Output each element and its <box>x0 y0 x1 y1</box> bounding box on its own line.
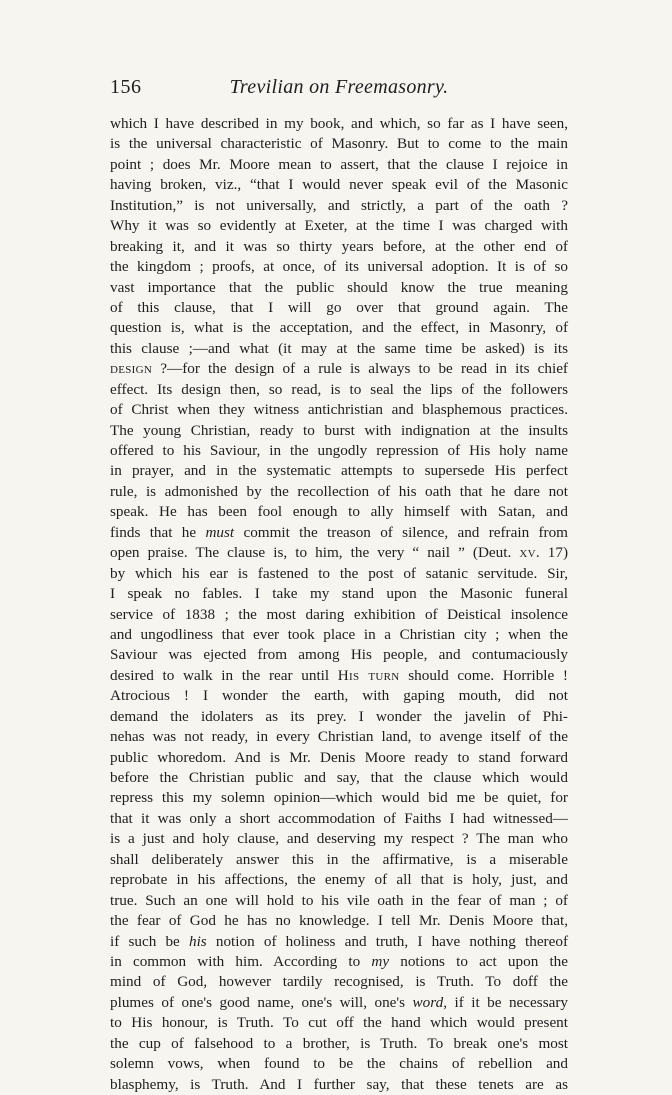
text-line <box>110 891 568 911</box>
text-line <box>110 870 568 890</box>
text-line <box>110 625 568 645</box>
text-segment: word <box>412 993 444 1011</box>
text-segment: the cup of falsehood to a brother, is Truth. To break one's most <box>110 1034 568 1052</box>
text-line <box>110 237 568 257</box>
text-line <box>110 727 568 747</box>
text-segment: my <box>371 952 390 970</box>
text-segment: point ; does Mr. Moore mean to assert, that the clause I rejoice in <box>110 155 568 173</box>
text-segment: must <box>205 523 235 541</box>
text-line <box>110 278 568 298</box>
text-line <box>110 1075 568 1095</box>
text-segment: His turn <box>337 666 400 684</box>
text-line <box>110 1034 568 1054</box>
text-segment: . 17) <box>535 544 569 562</box>
text-line <box>110 829 568 849</box>
text-segment: , if it be necessary <box>443 993 568 1011</box>
text-segment: in common with him. According to <box>110 952 372 970</box>
text-line <box>110 216 568 236</box>
text-segment: his <box>188 932 207 950</box>
text-segment: to His honour, is Truth. To cut off the hand which would present <box>110 1014 568 1032</box>
text-line <box>110 686 568 706</box>
text-segment: in prayer, and in the systematic attempts to supersede His perfect <box>110 462 568 480</box>
text-line <box>110 564 568 584</box>
text-line <box>110 257 568 277</box>
text-segment: demand the idolaters as its prey. I wonder the javelin of Phi- <box>110 707 568 725</box>
text-line <box>110 543 568 563</box>
text-line <box>110 666 568 686</box>
text-line <box>110 809 568 829</box>
text-segment: solemn vows, when found to be the chains of rebellion and <box>110 1055 568 1073</box>
text-line <box>110 155 568 175</box>
text-line <box>110 645 568 665</box>
text-line <box>110 196 568 216</box>
text-segment: I speak no fables. I take my stand upon the Masonic funeral <box>110 585 568 603</box>
text-segment: question is, what is the acceptation, and the effect, in Masonry, of <box>110 319 568 337</box>
text-segment: of Christ when they witness antichristian and blasphemous practices. <box>110 401 568 419</box>
text-segment: that it was only a short accommodation of Faiths I had witnessed— <box>110 809 568 827</box>
text-segment: plumes of one's good name, one's will, one's <box>110 993 413 1011</box>
body-text <box>110 114 568 1095</box>
text-line <box>110 441 568 461</box>
text-segment: true. Such an one will hold to his vile oath in the fear of man ; of <box>110 891 568 909</box>
text-line <box>110 421 568 441</box>
text-line <box>110 339 568 359</box>
text-segment: and ungodliness that ever took place in a Christian city ; when the <box>110 625 568 643</box>
text-line <box>110 380 568 400</box>
text-line <box>110 318 568 338</box>
text-segment: xv <box>519 544 536 562</box>
text-line <box>110 461 568 481</box>
text-segment: blasphemy, is Truth. And I further say, that these tenets are as <box>110 1075 568 1093</box>
text-segment: rule, is admonished by the recollection of his oath that he dare not <box>110 482 568 500</box>
text-line <box>110 605 568 625</box>
text-line <box>110 175 568 195</box>
running-title: Trevilian on Freemasonry. <box>229 76 449 98</box>
text-line <box>110 850 568 870</box>
text-line <box>110 1013 568 1033</box>
text-line <box>110 400 568 420</box>
text-segment: commit the treason of silence, and refrain from <box>234 523 568 541</box>
text-segment: the kingdom ; proofs, at once, of its universal adoption. It is of so <box>110 258 568 276</box>
text-segment: notion of holiness and truth, I have nothing thereof <box>206 932 569 950</box>
text-segment: Saviour was ejected from among His people, and contumaciously <box>110 646 568 664</box>
text-line <box>110 768 568 788</box>
text-segment: service of 1838 ; the most daring exhibition of Deistical insolence <box>110 605 568 623</box>
text-line <box>110 911 568 931</box>
text-segment: repress this my solemn opinion—which would bid me be quiet, for <box>110 789 568 807</box>
text-line <box>110 523 568 543</box>
text-line <box>110 134 568 154</box>
text-segment: finds that he <box>110 523 206 541</box>
text-segment: design <box>110 360 153 378</box>
text-segment: Why it was so evidently at Exeter, at the time I was charged with <box>110 217 568 235</box>
text-line <box>110 748 568 768</box>
text-segment: Atrocious ! I wonder the earth, with gaping mouth, did not <box>110 687 568 705</box>
text-line <box>110 114 568 134</box>
text-segment: before the Christian public and say, that the clause which would <box>110 769 568 786</box>
text-segment: breaking it, and it was so thirty years before, at the other end of <box>110 237 568 255</box>
text-segment: public whoredom. And is Mr. Denis Moore ready to stand forward <box>110 748 568 766</box>
text-segment: desired to walk in the rear until <box>110 666 338 684</box>
text-segment: reprobate in his affections, the enemy of all that is holy, just, and <box>110 871 568 889</box>
text-line <box>110 788 568 808</box>
text-segment: the fear of God he has no knowledge. I tell Mr. Denis Moore that, <box>110 912 568 930</box>
text-segment: ?—for the design of a rule is always to be read in its chief <box>152 360 568 378</box>
text-line <box>110 993 568 1013</box>
text-segment: mind of God, however tardily recognised, is Truth. To doff the <box>110 973 568 991</box>
text-segment: of this clause, that I will go over that ground again. The <box>110 298 568 316</box>
text-segment: should come. Horrible ! <box>399 666 568 684</box>
text-segment: this clause ;—and what (it may at the same time be asked) is its <box>110 339 568 357</box>
text-segment: The young Christian, ready to burst with indignation at the insults <box>110 421 568 439</box>
text-line <box>110 707 568 727</box>
text-segment: is the universal characteristic of Masonry. But to come to the main <box>110 135 568 153</box>
text-segment: nehas was not ready, in every Christian land, to avenge itself of the <box>110 728 568 746</box>
page-header <box>110 76 568 108</box>
text-line <box>110 502 568 522</box>
page-number: 156 <box>110 76 142 98</box>
text-line <box>110 1054 568 1074</box>
text-segment: by which his ear is fastened to the post of satanic servitude. Sir, <box>110 564 568 582</box>
text-line <box>110 972 568 992</box>
text-segment: open praise. The clause is, to him, the very “ nail ” (Deut. <box>110 544 520 562</box>
text-segment: shall deliberately answer this in the affirmative, is a miserable <box>110 850 568 868</box>
text-line <box>110 932 568 952</box>
text-line <box>110 359 568 379</box>
text-segment: notions to act upon the <box>389 952 568 970</box>
text-segment: is a just and holy clause, and deserving my respect ? The man who <box>110 830 568 848</box>
text-segment: which I have described in my book, and which, so far as I have seen, <box>110 115 568 132</box>
text-segment: Institution,” is not universally, and strictly, a part of the oath ? <box>110 196 568 214</box>
text-segment: speak. He has been fool enough to ally himself with Satan, and <box>110 503 568 521</box>
text-line <box>110 298 568 318</box>
text-segment: offered to his Saviour, in the ungodly repression of His holy name <box>110 442 568 459</box>
text-segment: if such be <box>110 932 189 950</box>
text-line <box>110 482 568 502</box>
text-segment: effect. Its design then, so read, is to seal the lips of the followers <box>110 380 568 398</box>
text-line <box>110 952 568 972</box>
text-line <box>110 584 568 604</box>
text-segment: having broken, viz., “that I would never speak evil of the Masonic <box>110 176 568 194</box>
text-segment: vast importance that the public should know the true meaning <box>110 278 568 296</box>
